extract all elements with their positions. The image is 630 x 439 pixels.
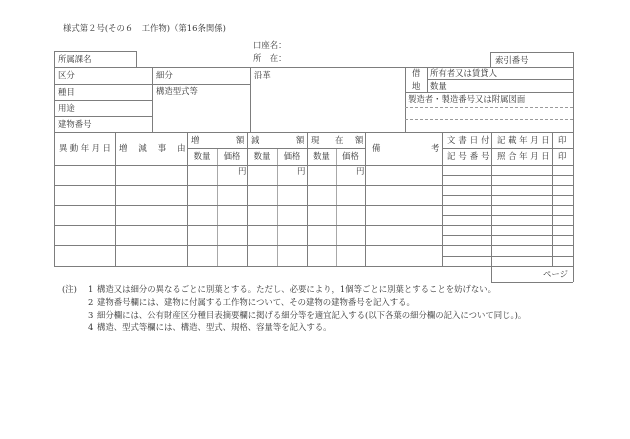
decrease-header-last: 額: [296, 135, 305, 145]
grid-line: [442, 195, 573, 196]
grid-line: [54, 132, 573, 133]
yen-unit: 円: [297, 166, 306, 176]
change-reason-header: 増減事由: [119, 143, 197, 153]
use-label: 用途: [58, 103, 75, 113]
page-label: ページ: [543, 269, 568, 279]
note-text: 構造、型式等欄には、構造、型式、規格、容量等を記入する。: [97, 322, 332, 332]
grid-line: [54, 67, 55, 266]
grid-line: [54, 165, 573, 166]
current-price-header: 価格: [342, 151, 359, 161]
grid-line: [442, 175, 573, 176]
grid-line: [187, 148, 365, 149]
subdivision-label: 細分: [156, 70, 173, 80]
grid-line: [54, 245, 573, 246]
increase-quantity-header: 数量: [193, 151, 211, 161]
grid-line: [250, 67, 251, 132]
dashed-line: [405, 119, 573, 120]
note-text: 細分欄には、公有財産区分種目表摘要欄に掲げる細分等を適宜記入する(以下各葉の細分欄の記入について同じ。)。: [97, 310, 527, 320]
note-text: 構造又は細分の異なるごとに別葉とする。ただし、必要により，1個等ごとに別葉とすることを妨げない。: [97, 284, 496, 294]
grid-line: [442, 215, 573, 216]
grid-line: [136, 51, 137, 67]
note-number: 4: [88, 322, 94, 332]
grid-line: [427, 79, 573, 80]
history-label: 沿革: [254, 70, 271, 80]
grid-line: [54, 51, 55, 67]
grid-line: [490, 52, 491, 67]
grid-line: [442, 235, 573, 236]
document-date-header: 文書日付: [447, 135, 493, 145]
grid-line: [54, 185, 573, 186]
grid-line: [54, 225, 573, 226]
grid-line: [442, 148, 573, 149]
grid-line: [573, 266, 574, 282]
notes-prefix: (注): [62, 284, 77, 294]
yen-unit: 円: [356, 166, 365, 176]
structure-label: 構造型式等: [156, 86, 198, 96]
grid-line: [442, 256, 573, 257]
grid-line: [405, 67, 406, 132]
grid-line: [491, 282, 573, 283]
decrease-header-first: 減: [251, 135, 260, 145]
grid-line: [405, 92, 573, 93]
current-header-first: 現: [311, 135, 320, 145]
classification-label: 区分: [58, 70, 75, 80]
index-number-label: 索引番号: [495, 55, 529, 65]
check-date-header: 照合年月日: [497, 151, 553, 161]
current-quantity-header: 数量: [313, 151, 330, 161]
note-number: 1: [88, 284, 94, 294]
grid-line: [491, 266, 492, 282]
decrease-price-header: 価格: [283, 151, 301, 161]
increase-header-first: 増: [191, 135, 200, 145]
account-name-label: 口座名：: [253, 40, 287, 50]
grid-line: [54, 205, 573, 206]
account-location-label: 所 在：: [253, 53, 287, 63]
document-number-header: 記号番号: [447, 151, 493, 161]
grid-line: [152, 67, 153, 132]
grid-line: [54, 100, 152, 101]
owner-label: 所有者又は賃貸人: [430, 68, 497, 78]
increase-price-header: 価格: [223, 151, 241, 161]
increase-header-last: 額: [236, 135, 245, 145]
remarks-header-last: 考: [431, 143, 440, 153]
manufacturer-label: 製造者・製造番号又は附属図面: [408, 94, 526, 104]
seal-header: 印: [558, 151, 567, 161]
leased-land-label-top: 借: [412, 68, 421, 78]
current-header-middle: 在: [335, 135, 344, 145]
type-label: 種目: [58, 87, 75, 97]
grid-line: [490, 52, 573, 53]
land-quantity-label: 数量: [430, 81, 447, 91]
current-header-last: 額: [355, 135, 364, 145]
record-date-header: 記載年月日: [497, 135, 553, 145]
grid-line: [573, 52, 574, 67]
building-number-label: 建物番号: [58, 119, 92, 129]
form-title: 様式第２号(その６ 工作物)（第16条関係): [63, 23, 226, 33]
change-date-header: 異動年月日: [59, 143, 114, 153]
note-number: 3: [88, 310, 94, 320]
leased-land-label-bottom: 地: [412, 81, 421, 91]
decrease-quantity-header: 数量: [253, 151, 271, 161]
note-number: 2: [88, 297, 94, 307]
remarks-header-first: 備: [372, 143, 381, 153]
grid-line: [54, 116, 152, 117]
note-text: 建物番号欄には、建物に付属する工作物について、その建物の建物番号を記入する。: [97, 297, 415, 307]
grid-line: [54, 51, 136, 52]
grid-line: [573, 67, 574, 266]
dashed-line: [405, 107, 573, 108]
seal-header: 印: [558, 135, 567, 145]
department-label: 所属課名: [58, 54, 92, 64]
grid-line: [54, 266, 573, 267]
yen-unit: 円: [238, 166, 247, 176]
